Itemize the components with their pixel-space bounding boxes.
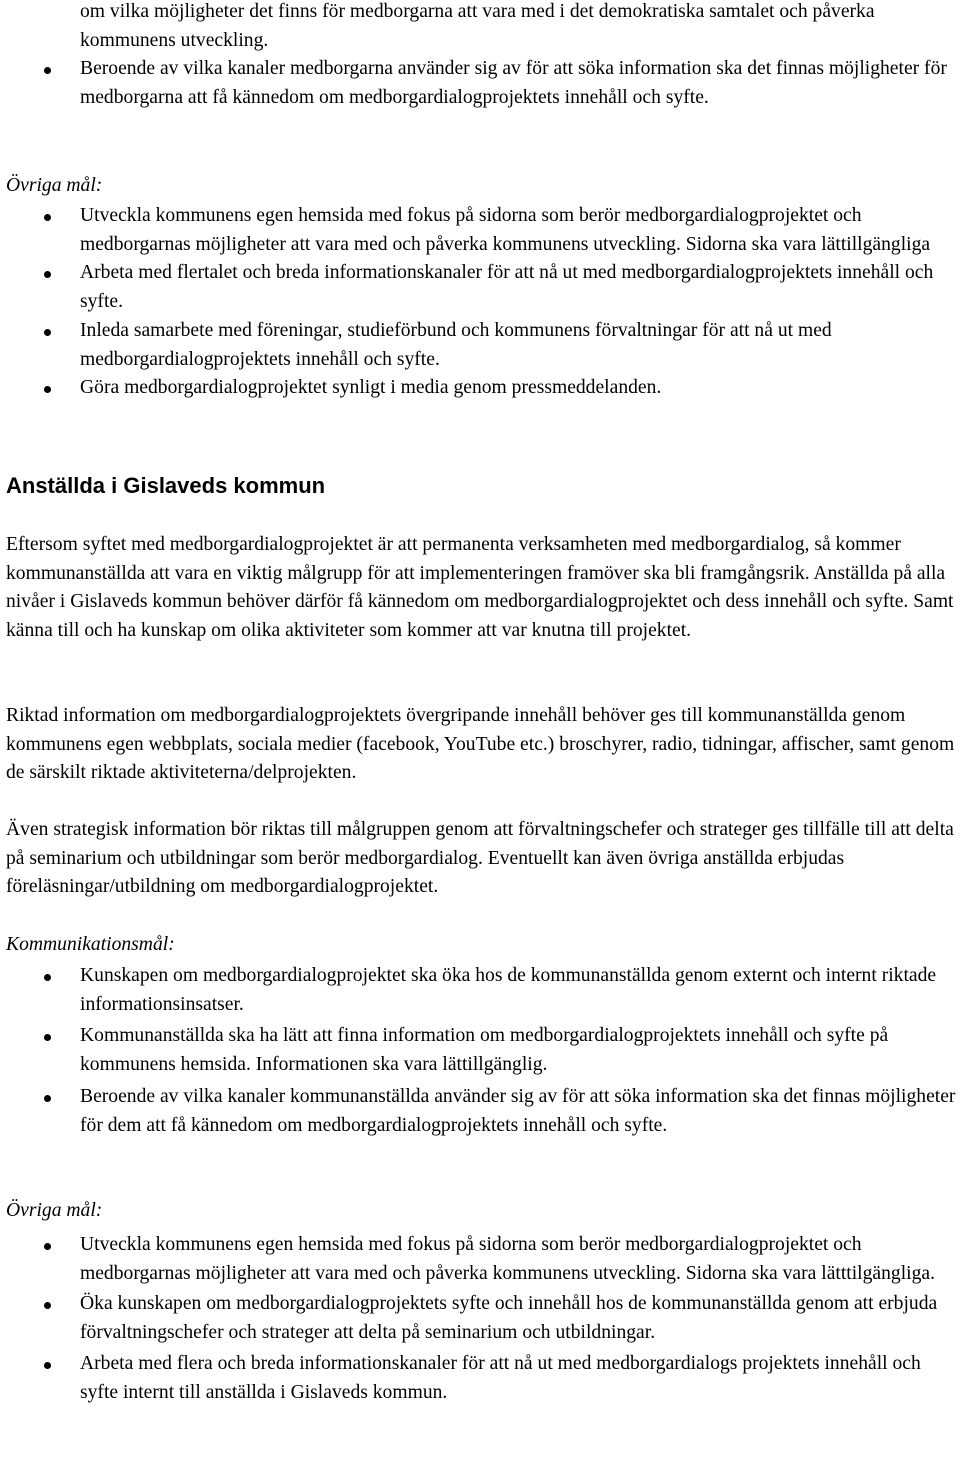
list-item [6,1350,956,1407]
body-paragraph: Även strategisk information bör riktas till målgruppen genom att förvaltningschefer och strateger ges tillfälle till att delta på seminarium och utbildningar som berör medborgardialog. Eventuellt kan även övriga anställda erbjudas föreläsningar/utbildning om medborgardialogprojektet. [6,819,954,898]
bullet-icon [44,214,51,221]
ovriga-mal-list [6,202,956,403]
list-item-text: Beroende av vilka kanaler medborgarna använder sig av för att söka information ska det finnas möjligheter för medborgarna att få kännedom om medborgardialogprojektets innehåll och syfte. [80,58,947,109]
list-item-text: Utveckla kommunens egen hemsida med fokus på sidorna som berör medborgardialogprojektet och medborgarnas möjligheter att vara med och påverka kommunens utveckling. Sidorna ska vara lätttilgängliga. [80,1234,935,1284]
bullet-icon [44,974,51,981]
subheading-ovriga-mal: Övriga mål: [6,175,103,196]
bullet-icon [44,1302,51,1309]
list-item-text: Arbeta med flera och breda informationskanaler för att nå ut med medborgardialogs projektets innehåll och syfte internt till anställda i Gislaveds kommun. [80,1352,921,1403]
list-item [6,1231,956,1288]
list-item-text: Inleda samarbete med föreningar, studieförbund och kommunens förvaltningar för att nå ut med medborgardialogprojektets innehåll och syfte. [80,319,832,370]
list-item-text: Göra medborgardialogprojektet synligt i media genom pressmeddelanden. [80,377,662,399]
list-item [6,317,956,374]
list-item-text: Arbeta med flertalet och breda informationskanaler för att nå ut med medborgardialogprojektets innehåll och syfte. [80,262,934,313]
bullet-icon [44,67,51,74]
list-item [6,962,956,1019]
list-item-text: om vilka möjligheter det finns för medborgarna att vara med i det demokratiska samtalet och påverka kommunens utveckling. [80,1,875,51]
ovriga-mal-list [6,1231,956,1407]
list-item [6,55,956,112]
top-bullet-list [6,0,956,113]
bullet-icon [44,1362,51,1369]
list-item [6,1022,956,1079]
list-item [6,1083,956,1140]
body-paragraph: Riktad information om medborgardialogprojektets övergripande innehåll behöver ges till kommunanställda genom kommunens egen webbplats, sociala medier (facebook, YouTube etc.) broschyrer, radio, tidningar, affischer, samt genom de särskilt riktade aktiviteterna/delprojekten. [6,705,955,784]
subheading-kommunikationsmal: Kommunikationsmål: [6,934,175,955]
list-item-text: Öka kunskapen om medborgardialogprojektets syfte och innehåll hos de kommunanställda genom att erbjuda förvaltningschefer och strateger att delta på seminarium och utbildningar. [80,1293,938,1344]
list-item [6,374,956,403]
list-item-text: Utveckla kommunens egen hemsida med fokus på sidorna som berör medborgardialogprojektet och medborgarnas möjligheter att vara med och påverka kommunens utveckling. Sidorna ska vara lättillgängliga [80,205,931,255]
list-item-text: Beroende av vilka kanaler kommunanställda använder sig av för att söka information ska det finnas möjligheter för dem att få kännedom om medborgardialogprojektets innehåll och syfte. [80,1085,956,1136]
section-heading: Anställda i Gislaveds kommun [6,473,326,498]
bullet-icon [44,1034,51,1041]
bullet-icon [44,1095,51,1102]
list-item [6,0,956,55]
bullet-icon [44,386,51,393]
list-item-text: Kommunanställda ska ha lätt att finna information om medborgardialogprojektets innehåll och syfte på kommunens hemsida. Informationen ska vara lättillgänglig. [80,1025,889,1076]
bullet-icon [44,329,51,336]
bullet-icon [44,1243,51,1250]
list-item [6,259,956,316]
body-paragraph: Eftersom syftet med medborgardialogprojektet är att permanenta verksamheten med medborgardialog, så kommer kommunanställda att vara en viktig målgrupp för att implementeringen framöver ska bli framgångsrik. Anställda på alla nivåer i Gislaveds kommun behöver därför få kännedom om medborgardialogprojektet och dess innehåll och syfte. Samt känna till och ha kunskap om olika aktiviteter som kommer att var knutna till projektet. [6,534,954,642]
subheading-ovriga-mal: Övriga mål: [6,1200,103,1221]
list-item-text: Kunskapen om medborgardialogprojektet ska öka hos de kommunanställda genom externt och internt riktade informationsinsatser. [80,965,937,1015]
kommunikationsmal-list [6,962,956,1140]
list-item [6,202,956,259]
list-item [6,1290,956,1347]
bullet-icon [44,271,51,278]
